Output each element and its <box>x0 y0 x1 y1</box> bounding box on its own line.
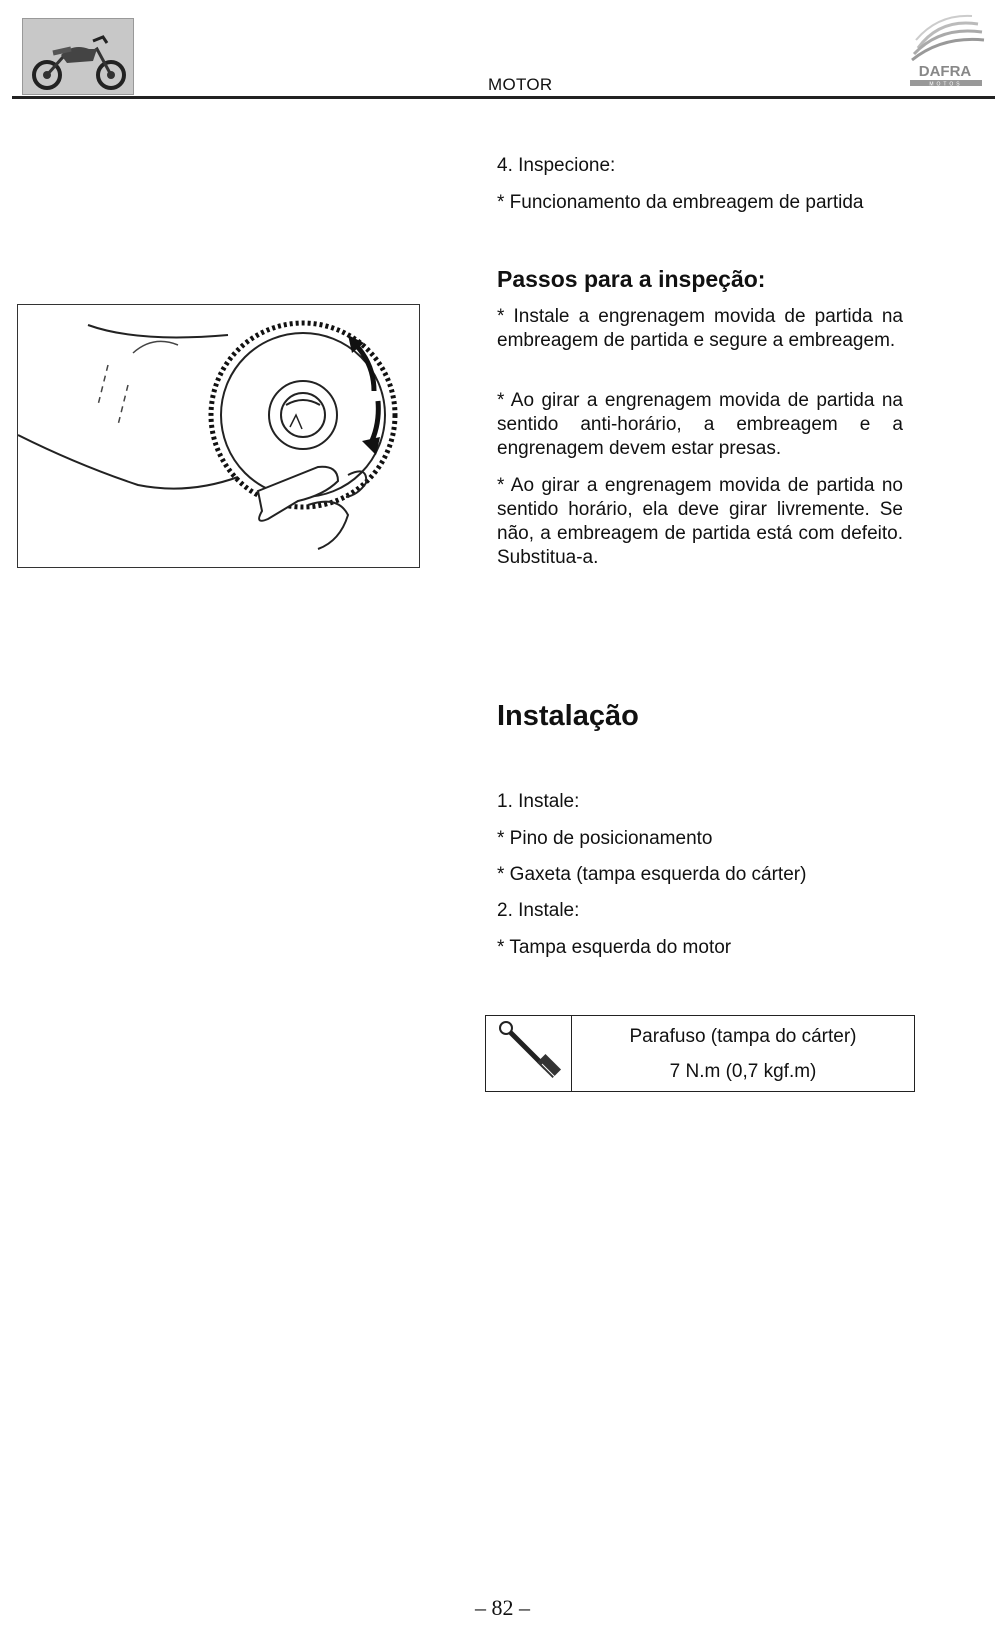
installation-line-2: * Pino de posicionamento <box>497 828 713 849</box>
installation-heading: Instalação <box>497 700 639 732</box>
svg-text:MOTOS: MOTOS <box>929 81 963 88</box>
motorcycle-photo <box>22 18 134 95</box>
torque-spec-icon-cell <box>486 1016 572 1091</box>
inspection-paragraph-1: * Instale a engrenagem movida de partida na embreagem de partida e segure a embreagem. <box>497 306 903 351</box>
step-4-title: 4. Inspecione: <box>497 155 616 176</box>
motorcycle-icon <box>23 19 133 94</box>
torque-spec-value: 7 N.m (0,7 kgf.m) <box>669 1061 817 1082</box>
section-title: MOTOR <box>488 75 553 94</box>
inspection-paragraph-3: * Ao girar a engrenagem movida de partida no sentido horário, ela deve girar livremente. Se não, a embreagem de partida está com defeito. Substitua-a. <box>497 475 903 568</box>
installation-line-1: 1. Instale: <box>497 791 580 812</box>
torque-spec-box <box>485 1015 915 1092</box>
page-number: – 82 – <box>475 1595 530 1620</box>
torque-spec-label: Parafuso (tampa do cárter) <box>629 1026 857 1047</box>
header-divider <box>12 96 995 99</box>
installation-line-4: 2. Instale: <box>497 900 580 921</box>
starter-clutch-illustration <box>17 304 420 568</box>
inspection-heading: Passos para a inspeção: <box>497 266 766 292</box>
step-4-item: * Funcionamento da embreagem de partida <box>497 192 864 213</box>
dafra-logo <box>900 10 990 90</box>
installation-line-3: * Gaxeta (tampa esquerda do cárter) <box>497 864 807 885</box>
inspection-paragraph-2: * Ao girar a engrenagem movida de partida na sentido anti-horário, a embreagem e a engrenagem devem estar presas. <box>497 390 903 459</box>
svg-text:DAFRA: DAFRA <box>918 63 972 80</box>
installation-line-5: * Tampa esquerda do motor <box>497 937 732 958</box>
torque-wrench-icon <box>486 1016 570 1090</box>
